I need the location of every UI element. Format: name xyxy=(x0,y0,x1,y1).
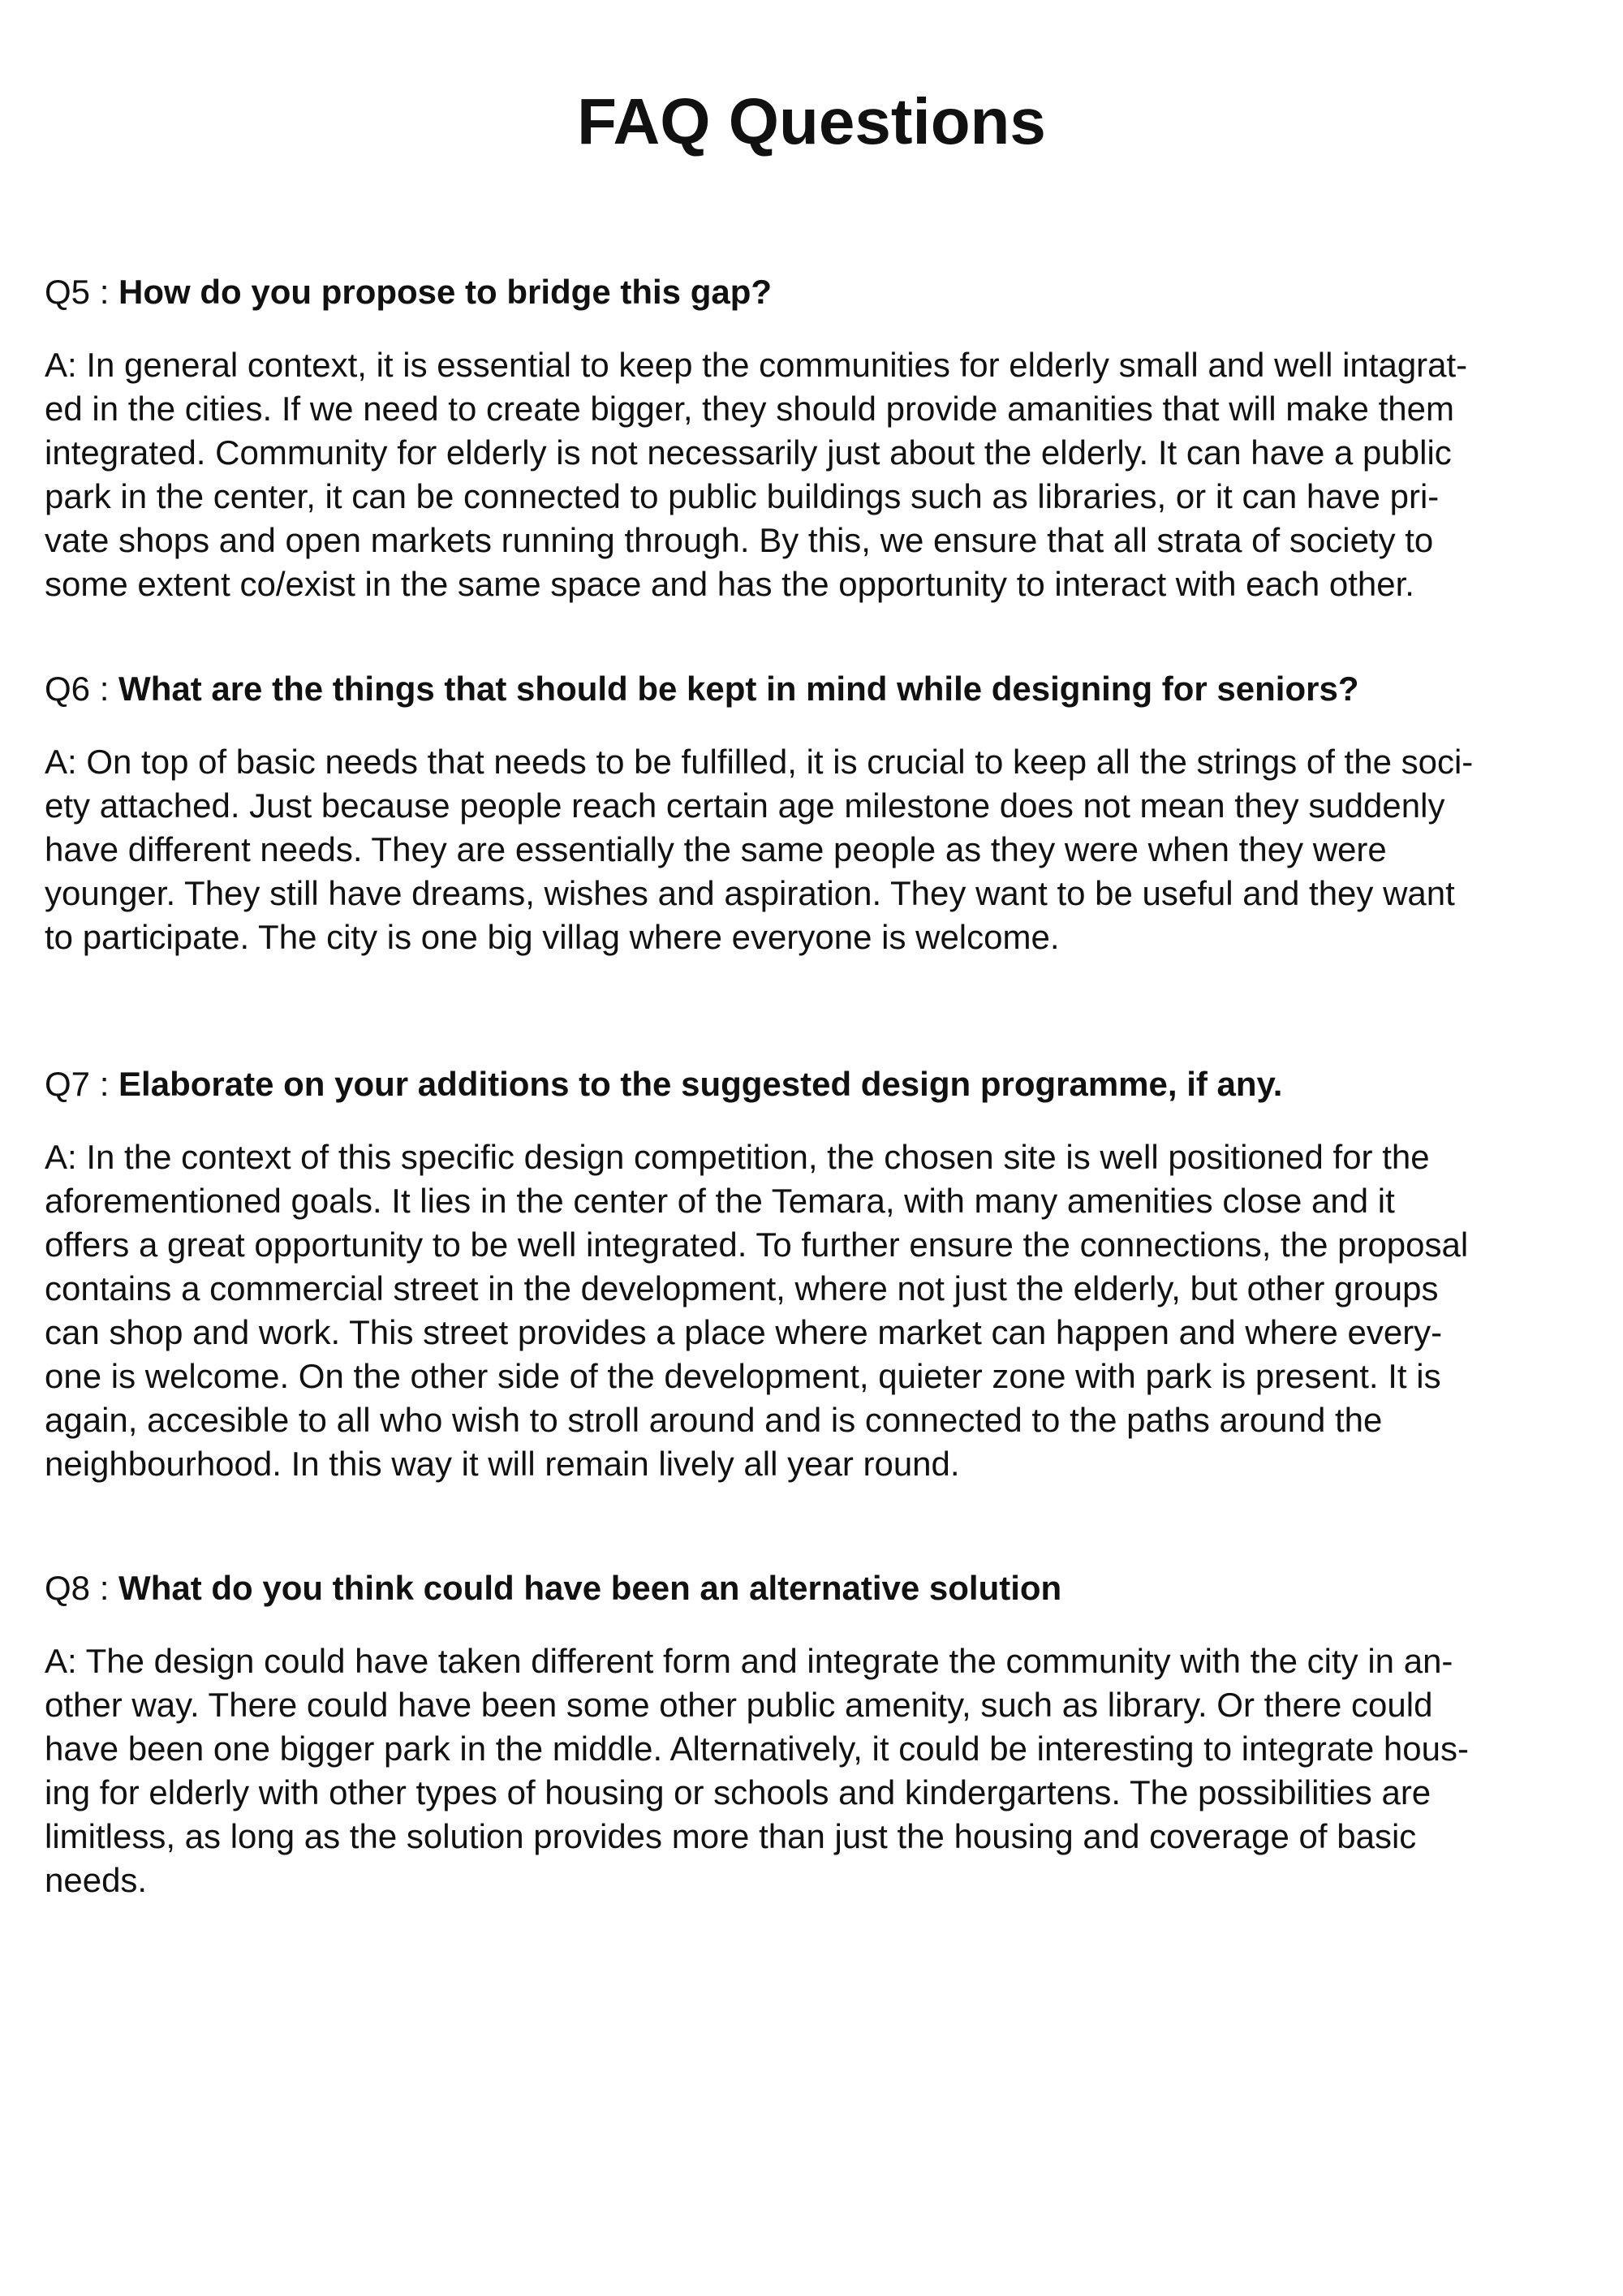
question-number: Q7 : xyxy=(45,1065,119,1103)
faq-answer: A: The design could have taken different form and integrate the community with the city in an- other way. There could have been some other public amenity, such as library. Or there could have been one bigger park in the middle. Alternatively, it could be interesting to integrate hous- ing for elderly with other types of housing or schools and kindergartens. The possibilities are limitless, as long as the solution provides more than just the housing and coverage of basic needs. xyxy=(45,1642,1469,1899)
faq-answer: A: In the context of this specific design competition, the chosen site is well positioned for the aforementioned goals. It lies in the center of the Temara, with many amenities close and it offers a great opportunity to be well integrated. To further ensure the connections, the proposal contains a commercial street in the development, where not just the elderly, but other groups can shop and work. This street provides a place where market can happen and where every- one is welcome. On the other side of the development, quieter zone with park is present. It is again, accesible to all who wish to stroll around and is connected to the paths around the neighbourhood. In this way it will remain lively all year round. xyxy=(45,1138,1469,1483)
faq-item-q7 xyxy=(45,1062,1586,1486)
question-number: Q5 : xyxy=(45,273,119,311)
question-number: Q6 : xyxy=(45,670,119,708)
faq-answer: A: On top of basic needs that needs to be fulfilled, it is crucial to keep all the strings of the soci- ety attached. Just because people reach certain age milestone does not mean they suddenly have different needs. They are essentially the same people as they were when they were younger. They still have dreams, wishes and aspiration. They want to be useful and they want to participate. The city is one big villag where everyone is welcome. xyxy=(45,743,1474,956)
faq-question xyxy=(45,270,1586,314)
faq-item-q6 xyxy=(45,667,1586,959)
faq-question xyxy=(45,1566,1586,1610)
question-text: What are the things that should be kept in mind while designing for seniors? xyxy=(118,670,1359,708)
faq-answer: A: In general context, it is essential to keep the communities for elderly small and well intagrat- ed in the cities. If we need to create bigger, they should provide amanities that will make them integrated. Community for elderly is not necessarily just about the elderly. It can have a public park in the center, it can be connected to public buildings such as libraries, or it can have pri- vate shops and open markets running through. By this, we ensure that all strata of society to some extent co/exist in the same space and has the opportunity to interact with each other. xyxy=(45,346,1468,603)
page-title: FAQ Questions xyxy=(577,85,1046,157)
faq-item-q8 xyxy=(45,1566,1586,1902)
faq-item-q5 xyxy=(45,270,1586,606)
faq-question xyxy=(45,667,1586,711)
question-text: Elaborate on your additions to the suggested design programme, if any. xyxy=(118,1065,1283,1103)
faq-question xyxy=(45,1062,1586,1106)
question-number: Q8 : xyxy=(45,1569,119,1607)
question-text: How do you propose to bridge this gap? xyxy=(118,273,773,311)
question-text: What do you think could have been an alternative solution xyxy=(118,1569,1062,1607)
